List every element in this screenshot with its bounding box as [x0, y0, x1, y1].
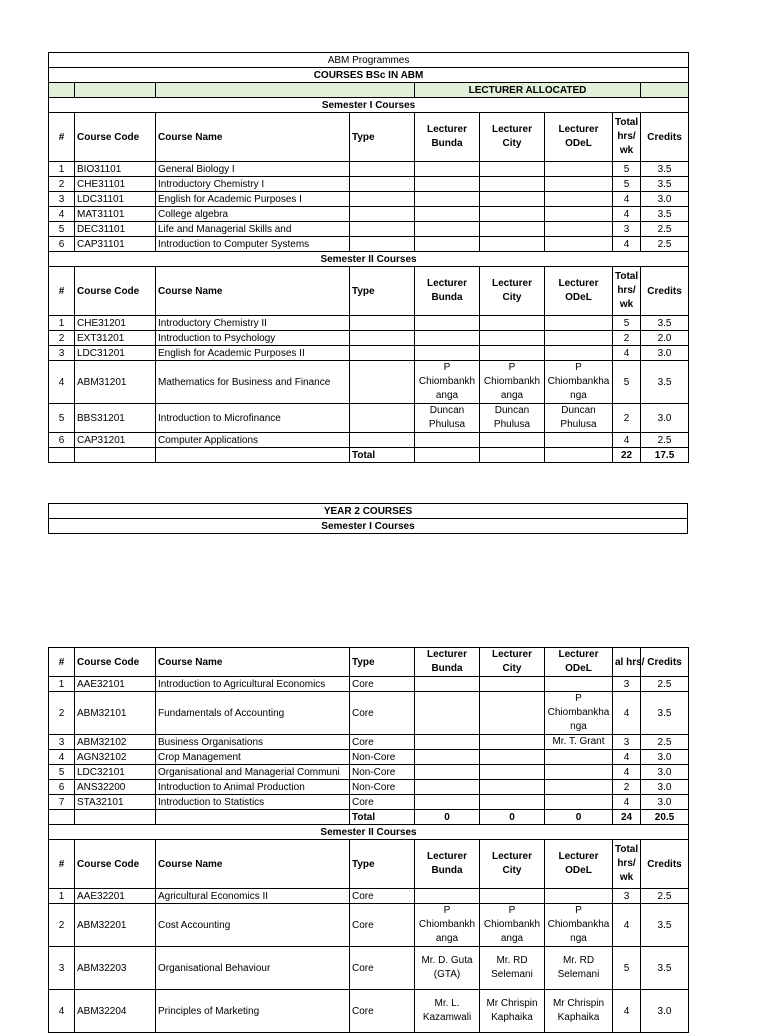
course-name: Computer Applications — [156, 433, 350, 448]
col-type-header: Type — [350, 840, 415, 889]
credits: 3.5 — [641, 162, 689, 177]
total-hrs: 4 — [613, 795, 641, 810]
total-hrs: 5 — [613, 162, 641, 177]
total-hrs: 4 — [613, 237, 641, 252]
lecturer-bunda: Mr. D. Guta (GTA) — [415, 947, 480, 990]
lecturer-city — [480, 222, 545, 237]
lecturer-bunda: Duncan Phulusa — [415, 404, 480, 433]
total-credits: 20.5 — [641, 810, 689, 825]
total-hrs: 5 — [613, 177, 641, 192]
lecturer-bunda — [415, 735, 480, 750]
course-code: AAE32201 — [75, 889, 156, 904]
table-year2-heading — [48, 503, 688, 534]
lecturer-city — [480, 177, 545, 192]
course-type — [350, 433, 415, 448]
total-hrs: 3 — [613, 222, 641, 237]
lecturer-city — [480, 316, 545, 331]
course-type — [350, 207, 415, 222]
lecturer-allocated-row — [49, 83, 689, 98]
col-credits-header: Credits — [641, 267, 689, 316]
row-number: 1 — [49, 889, 75, 904]
row-number: 3 — [49, 735, 75, 750]
lecturer-bunda — [415, 433, 480, 448]
course-name: Organisational Behaviour — [156, 947, 350, 990]
course-type — [350, 346, 415, 361]
lecturer-odel — [545, 331, 613, 346]
col-hash-header: # — [49, 267, 75, 316]
course-name: Life and Managerial Skills and — [156, 222, 350, 237]
total-hrs: 4 — [613, 692, 641, 735]
lecturer-odel — [545, 795, 613, 810]
col-lecturer-odel-header: Lecturer ODeL — [545, 267, 613, 316]
credits: 2.5 — [641, 222, 689, 237]
credits: 3.5 — [641, 316, 689, 331]
column-header-row — [49, 113, 689, 162]
table-row — [49, 750, 689, 765]
credits: 3.0 — [641, 750, 689, 765]
course-type — [350, 331, 415, 346]
table-row — [49, 316, 689, 331]
col-lecturer-odel-header: Lecturer ODeL — [545, 113, 613, 162]
lecturer-bunda — [415, 750, 480, 765]
table-row — [49, 735, 689, 750]
lecturer-odel — [545, 222, 613, 237]
col-total-hrs-header: Total hrs/ wk — [613, 267, 641, 316]
lecturer-city — [480, 750, 545, 765]
table-row — [49, 904, 689, 947]
col-hash-header: # — [49, 648, 75, 677]
total-odel: 0 — [545, 810, 613, 825]
row-number: 6 — [49, 780, 75, 795]
total-hrs: 4 — [613, 192, 641, 207]
lecturer-bunda — [415, 346, 480, 361]
course-name: Mathematics for Business and Finance — [156, 361, 350, 404]
col-type-header: Type — [350, 113, 415, 162]
lecturer-city — [480, 207, 545, 222]
course-name: English for Academic Purposes I — [156, 192, 350, 207]
course-type: Core — [350, 904, 415, 947]
table-row — [49, 692, 689, 735]
course-code: CHE31201 — [75, 316, 156, 331]
col-credits-header: Credits — [641, 648, 689, 677]
col-course-name-header: Course Name — [156, 648, 350, 677]
lecturer-odel — [545, 889, 613, 904]
semester-title: Semester II Courses — [49, 825, 689, 840]
table-row — [49, 780, 689, 795]
course-type: Core — [350, 889, 415, 904]
lecturer-odel — [545, 162, 613, 177]
lecturer-bunda: P Chiombankh anga — [415, 904, 480, 947]
column-header-row — [49, 267, 689, 316]
col-lecturer-bunda-header: Lecturer Bunda — [415, 648, 480, 677]
course-code: AAE32101 — [75, 677, 156, 692]
course-code: ABM32204 — [75, 990, 156, 1033]
total-hrs: 5 — [613, 361, 641, 404]
course-type: Core — [350, 795, 415, 810]
course-code: EXT31201 — [75, 331, 156, 346]
lecturer-city: P Chiombankh anga — [480, 361, 545, 404]
col-lecturer-city-header: Lecturer City — [480, 840, 545, 889]
total-bunda: 0 — [415, 810, 480, 825]
lecturer-odel: Mr Chrispin Kaphaika — [545, 990, 613, 1033]
lecturer-odel: Mr. RD Selemani — [545, 947, 613, 990]
row-number: 6 — [49, 433, 75, 448]
course-code: LDC31101 — [75, 192, 156, 207]
course-name: Introduction to Statistics — [156, 795, 350, 810]
total-city: 0 — [480, 810, 545, 825]
table-row — [49, 162, 689, 177]
row-number: 4 — [49, 207, 75, 222]
credits: 3.5 — [641, 904, 689, 947]
lecturer-city — [480, 331, 545, 346]
lecturer-bunda — [415, 316, 480, 331]
col-credits-header: Credits — [641, 840, 689, 889]
semester-title: Semester II Courses — [49, 252, 689, 267]
col-course-name-header: Course Name — [156, 840, 350, 889]
total-hrs: 3 — [613, 677, 641, 692]
course-type: Core — [350, 692, 415, 735]
col-lecturer-bunda-header: Lecturer Bunda — [415, 267, 480, 316]
course-name: Introduction to Computer Systems — [156, 237, 350, 252]
course-type: Core — [350, 990, 415, 1033]
course-code: DEC31101 — [75, 222, 156, 237]
table-row — [49, 222, 689, 237]
credits: 3.0 — [641, 404, 689, 433]
course-code: CAP31101 — [75, 237, 156, 252]
lecturer-odel — [545, 346, 613, 361]
lecturer-odel — [545, 750, 613, 765]
course-name: Introduction to Agricultural Economics — [156, 677, 350, 692]
table-row — [49, 361, 689, 404]
total-hrs: 24 — [613, 810, 641, 825]
credits: 3.0 — [641, 192, 689, 207]
lecturer-city — [480, 346, 545, 361]
course-type: Core — [350, 947, 415, 990]
course-code: BBS31201 — [75, 404, 156, 433]
lecturer-odel: P Chiombankha nga — [545, 361, 613, 404]
total-hrs: 3 — [613, 889, 641, 904]
doc-subtitle: COURSES BSc IN ABM — [49, 68, 689, 83]
lecturer-bunda — [415, 237, 480, 252]
course-name: Business Organisations — [156, 735, 350, 750]
total-hrs: 2 — [613, 404, 641, 433]
row-number: 1 — [49, 316, 75, 331]
course-code: AGN32102 — [75, 750, 156, 765]
total-row — [49, 448, 689, 463]
credits: 3.0 — [641, 765, 689, 780]
credits: 3.5 — [641, 177, 689, 192]
lecturer-city — [480, 433, 545, 448]
course-type — [350, 162, 415, 177]
row-number: 7 — [49, 795, 75, 810]
total-hrs: 4 — [613, 904, 641, 947]
row-number: 3 — [49, 192, 75, 207]
col-hash-header: # — [49, 840, 75, 889]
lecturer-city — [480, 692, 545, 735]
lecturer-odel — [545, 192, 613, 207]
lecturer-city — [480, 162, 545, 177]
lecturer-bunda — [415, 207, 480, 222]
course-type — [350, 177, 415, 192]
course-type: Core — [350, 735, 415, 750]
course-type — [350, 316, 415, 331]
total-label: Total — [350, 810, 415, 825]
doc-title: ABM Programmes — [49, 53, 689, 68]
lecturer-city — [480, 735, 545, 750]
course-code: LDC31201 — [75, 346, 156, 361]
table-row — [49, 795, 689, 810]
total-hrs: 4 — [613, 433, 641, 448]
lecturer-bunda — [415, 780, 480, 795]
lecturer-bunda — [415, 765, 480, 780]
table-row — [49, 765, 689, 780]
row-number: 4 — [49, 750, 75, 765]
credits: 3.5 — [641, 692, 689, 735]
col-total-hrs-header: Total hrs/ wk — [613, 113, 641, 162]
course-code: LDC32101 — [75, 765, 156, 780]
lecturer-bunda — [415, 677, 480, 692]
total-hrs: 22 — [613, 448, 641, 463]
lecturer-city: Duncan Phulusa — [480, 404, 545, 433]
row-number: 3 — [49, 947, 75, 990]
lecturer-odel: P Chiombankha nga — [545, 692, 613, 735]
lecturer-bunda: Mr. L. Kazamwali — [415, 990, 480, 1033]
course-type — [350, 404, 415, 433]
table-row — [49, 404, 689, 433]
table-row — [49, 889, 689, 904]
credits: 2.5 — [641, 433, 689, 448]
col-lecturer-city-header: Lecturer City — [480, 113, 545, 162]
lecturer-odel: Duncan Phulusa — [545, 404, 613, 433]
lecturer-city — [480, 795, 545, 810]
col-lecturer-city-header: Lecturer City — [480, 267, 545, 316]
lecturer-bunda — [415, 192, 480, 207]
lecturer-odel — [545, 677, 613, 692]
total-hrs: 5 — [613, 316, 641, 331]
table-row — [49, 331, 689, 346]
row-number: 3 — [49, 346, 75, 361]
credits: 3.0 — [641, 346, 689, 361]
table-year1 — [48, 52, 689, 463]
course-name: Organisational and Managerial Communi — [156, 765, 350, 780]
lecturer-odel — [545, 433, 613, 448]
col-lecturer-city-header: Lecturer City — [480, 648, 545, 677]
lecturer-city — [480, 765, 545, 780]
lecturer-odel: P Chiombankha nga — [545, 904, 613, 947]
lecturer-bunda — [415, 162, 480, 177]
course-name: Introductory Chemistry II — [156, 316, 350, 331]
lecturer-city — [480, 780, 545, 795]
course-code: ABM32201 — [75, 904, 156, 947]
course-code: MAT31101 — [75, 207, 156, 222]
total-hrs: 4 — [613, 207, 641, 222]
course-type — [350, 192, 415, 207]
col-type-header: Type — [350, 267, 415, 316]
credits: 3.5 — [641, 207, 689, 222]
credits: 3.0 — [641, 780, 689, 795]
lecturer-city — [480, 677, 545, 692]
col-lecturer-odel-header: Lecturer ODeL — [545, 648, 613, 677]
row-number: 4 — [49, 990, 75, 1033]
col-course-name-header: Course Name — [156, 267, 350, 316]
lecturer-allocated-label: LECTURER ALLOCATED — [415, 83, 641, 98]
credits: 3.5 — [641, 947, 689, 990]
row-number: 2 — [49, 177, 75, 192]
row-number: 2 — [49, 331, 75, 346]
lecturer-bunda — [415, 331, 480, 346]
row-number: 1 — [49, 162, 75, 177]
row-number: 5 — [49, 404, 75, 433]
semester-title: Semester I Courses — [49, 519, 688, 534]
table-row — [49, 237, 689, 252]
row-number: 2 — [49, 904, 75, 947]
course-code: ABM32101 — [75, 692, 156, 735]
lecturer-city — [480, 237, 545, 252]
course-code: CHE31101 — [75, 177, 156, 192]
total-hrs: 3 — [613, 735, 641, 750]
column-header-row — [49, 648, 689, 677]
col-course-code-header: Course Code — [75, 648, 156, 677]
row-number: 6 — [49, 237, 75, 252]
course-code: ABM32102 — [75, 735, 156, 750]
course-code: ABM31201 — [75, 361, 156, 404]
col-type-header: Type — [350, 648, 415, 677]
total-credits: 17.5 — [641, 448, 689, 463]
credits: 2.5 — [641, 889, 689, 904]
table-row — [49, 207, 689, 222]
lecturer-city: P Chiombankh anga — [480, 904, 545, 947]
lecturer-bunda — [415, 692, 480, 735]
table-row — [49, 990, 689, 1033]
col-credits-header: Credits — [641, 113, 689, 162]
course-type — [350, 222, 415, 237]
col-lecturer-bunda-header: Lecturer Bunda — [415, 113, 480, 162]
col-course-code-header: Course Code — [75, 113, 156, 162]
total-hrs: 4 — [613, 765, 641, 780]
course-code: ANS32200 — [75, 780, 156, 795]
lecturer-city: Mr Chrispin Kaphaika — [480, 990, 545, 1033]
course-name: General Biology I — [156, 162, 350, 177]
lecturer-bunda: P Chiombankh anga — [415, 361, 480, 404]
course-type: Core — [350, 677, 415, 692]
credits: 3.0 — [641, 990, 689, 1033]
course-name: Fundamentals of Accounting — [156, 692, 350, 735]
credits: 2.5 — [641, 237, 689, 252]
table-row — [49, 346, 689, 361]
table-row — [49, 947, 689, 990]
col-hash-header: # — [49, 113, 75, 162]
col-lecturer-odel-header: Lecturer ODeL — [545, 840, 613, 889]
year2-title: YEAR 2 COURSES — [49, 504, 688, 519]
course-name: Introduction to Animal Production — [156, 780, 350, 795]
lecturer-bunda — [415, 177, 480, 192]
course-type — [350, 361, 415, 404]
table-year2 — [48, 647, 689, 1033]
course-name: College algebra — [156, 207, 350, 222]
lecturer-odel — [545, 316, 613, 331]
table-row — [49, 192, 689, 207]
row-number: 1 — [49, 677, 75, 692]
row-number: 5 — [49, 765, 75, 780]
row-number: 2 — [49, 692, 75, 735]
lecturer-bunda — [415, 222, 480, 237]
lecturer-odel — [545, 780, 613, 795]
row-number: 4 — [49, 361, 75, 404]
total-hrs: 2 — [613, 780, 641, 795]
col-course-code-header: Course Code — [75, 267, 156, 316]
course-name: Cost Accounting — [156, 904, 350, 947]
col-lecturer-bunda-header: Lecturer Bunda — [415, 840, 480, 889]
credits: 2.5 — [641, 677, 689, 692]
course-type: Non-Core — [350, 765, 415, 780]
course-type: Non-Core — [350, 780, 415, 795]
lecturer-city — [480, 192, 545, 207]
course-code: CAP31201 — [75, 433, 156, 448]
col-course-name-header: Course Name — [156, 113, 350, 162]
course-name: Principles of Marketing — [156, 990, 350, 1033]
course-name: Crop Management — [156, 750, 350, 765]
lecturer-odel — [545, 207, 613, 222]
course-code: ABM32203 — [75, 947, 156, 990]
lecturer-odel — [545, 237, 613, 252]
total-hrs: 2 — [613, 331, 641, 346]
course-name: Introduction to Psychology — [156, 331, 350, 346]
semester-title: Semester I Courses — [49, 98, 689, 113]
total-hrs: 4 — [613, 990, 641, 1033]
course-name: English for Academic Purposes II — [156, 346, 350, 361]
course-code: BIO31101 — [75, 162, 156, 177]
credits: 3.5 — [641, 361, 689, 404]
lecturer-city: Mr. RD Selemani — [480, 947, 545, 990]
row-number: 5 — [49, 222, 75, 237]
course-code: STA32101 — [75, 795, 156, 810]
total-hrs: 4 — [613, 750, 641, 765]
table-row — [49, 677, 689, 692]
credits: 3.0 — [641, 795, 689, 810]
course-name: Agricultural Economics II — [156, 889, 350, 904]
course-name: Introduction to Microfinance — [156, 404, 350, 433]
column-header-row — [49, 840, 689, 889]
credits: 2.0 — [641, 331, 689, 346]
table-row — [49, 177, 689, 192]
col-total-hrs-header: Total hrs/ wk — [613, 840, 641, 889]
lecturer-odel — [545, 177, 613, 192]
course-type — [350, 237, 415, 252]
credits: 2.5 — [641, 735, 689, 750]
total-hrs: 5 — [613, 947, 641, 990]
course-name: Introductory Chemistry I — [156, 177, 350, 192]
total-hrs: 4 — [613, 346, 641, 361]
lecturer-city — [480, 889, 545, 904]
col-total-hrs-header: al hrs/ — [613, 648, 641, 677]
lecturer-odel: Mr. T. Grant — [545, 735, 613, 750]
lecturer-odel — [545, 765, 613, 780]
col-course-code-header: Course Code — [75, 840, 156, 889]
lecturer-bunda — [415, 795, 480, 810]
total-label: Total — [350, 448, 415, 463]
table-row — [49, 433, 689, 448]
lecturer-bunda — [415, 889, 480, 904]
course-type: Non-Core — [350, 750, 415, 765]
total-row — [49, 810, 689, 825]
